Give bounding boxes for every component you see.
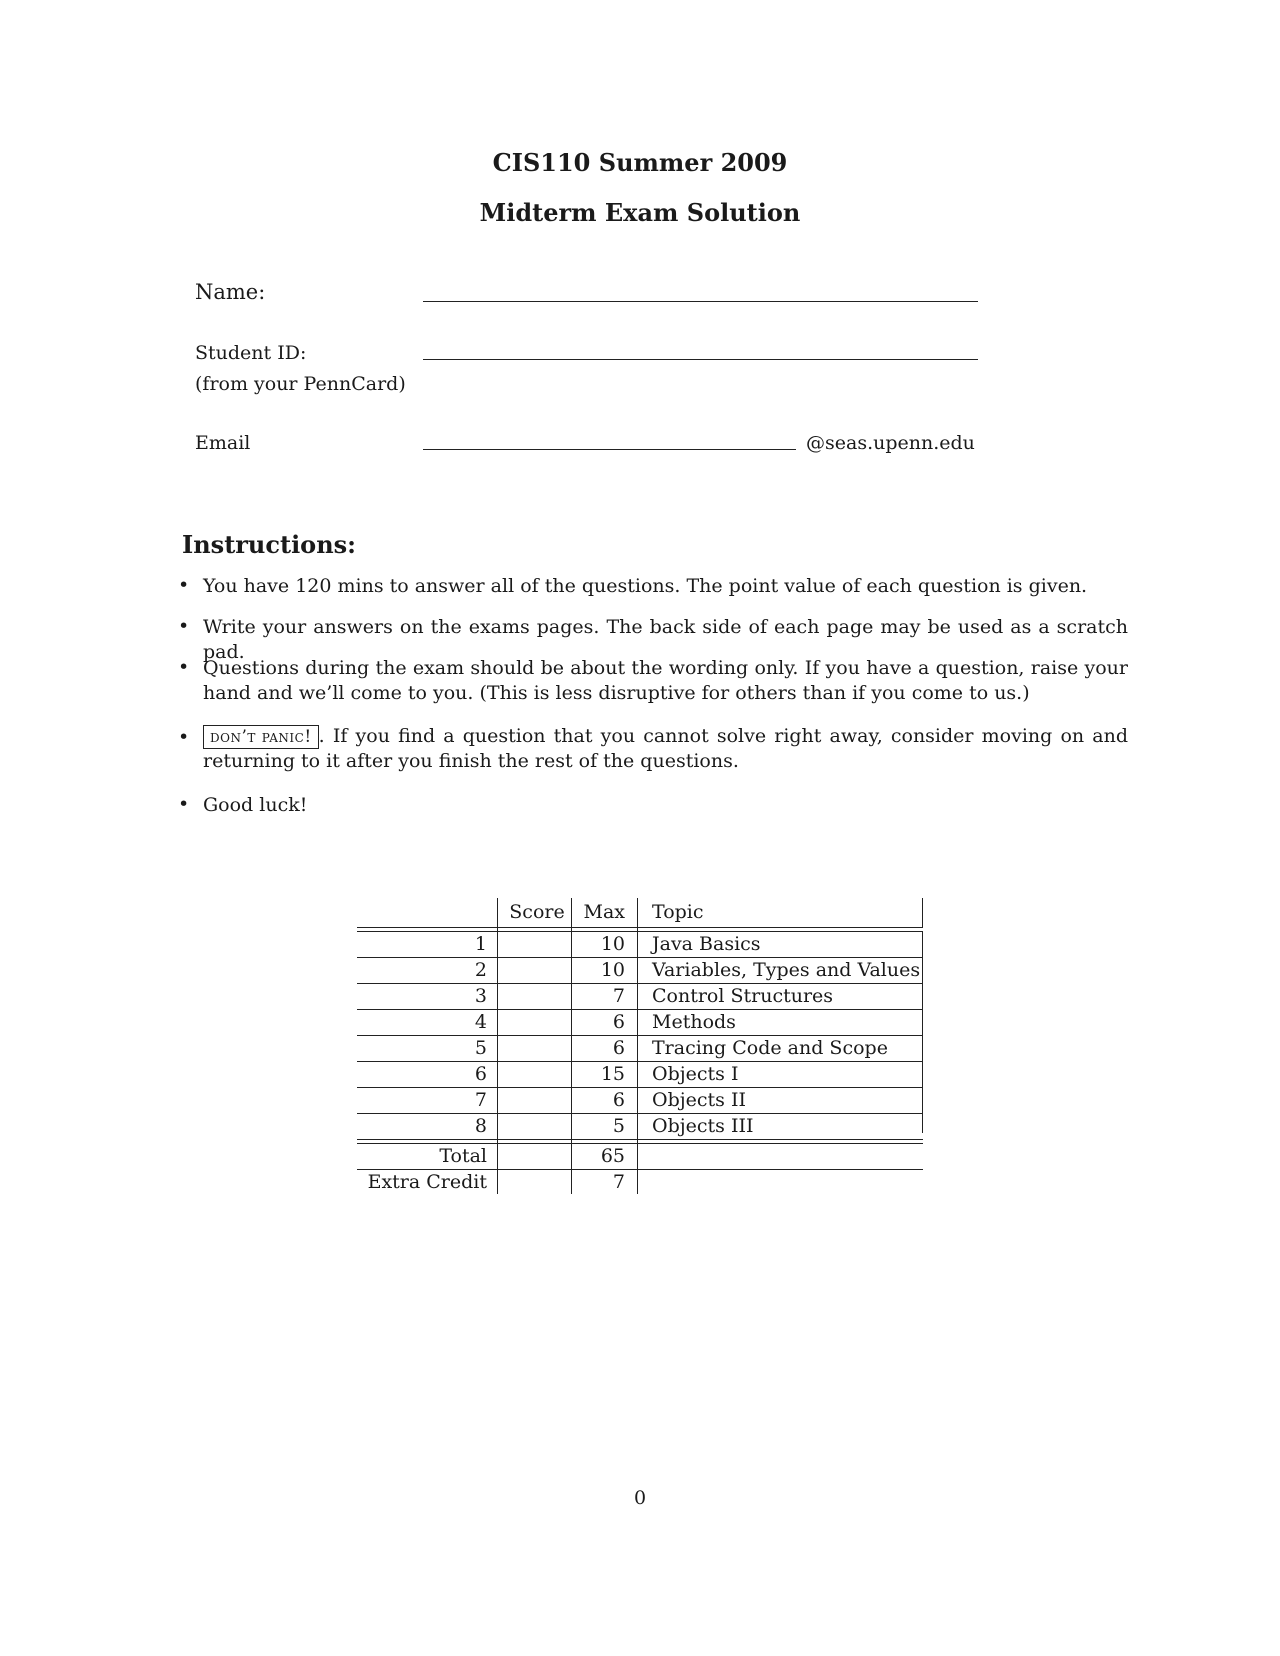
table-vline [922, 898, 923, 928]
row-topic: Tracing Code and Scope [652, 1037, 888, 1059]
row-max: 10 [600, 959, 625, 981]
instructions-heading: Instructions: [182, 530, 357, 559]
row-question-number: 3 [474, 985, 487, 1007]
exam-title: Midterm Exam Solution [479, 198, 801, 227]
bullet-icon: • [178, 574, 190, 596]
name-label: Name: [195, 280, 266, 304]
page-number: 0 [633, 1487, 647, 1509]
row-topic: Control Structures [652, 985, 834, 1007]
table-vline [922, 931, 923, 1133]
score-table [357, 898, 923, 1194]
student-id-note: (from your PennCard) [195, 373, 406, 395]
instruction-item: Write your answers on the exams pages. The back side of each page may be used as a scratch pad. [203, 616, 1128, 663]
table-hline [357, 1139, 923, 1140]
instruction-item: You have 120 mins to answer all of the questions. The point value of each question is given. [203, 575, 1088, 597]
bullet-icon: • [178, 726, 190, 748]
table-vline [571, 898, 572, 1194]
row-topic: Objects II [652, 1089, 746, 1111]
student-id-field[interactable] [423, 359, 978, 360]
instruction-item: Good luck! [203, 794, 308, 816]
table-vline [637, 898, 638, 1194]
header-topic: Topic [652, 901, 704, 923]
total-max: 65 [600, 1145, 625, 1167]
header-max: Max [583, 901, 625, 923]
name-field[interactable] [423, 301, 978, 302]
exam-course-title: CIS110 Summer 2009 [492, 148, 788, 177]
row-question-number: 2 [474, 959, 487, 981]
instruction-item: Questions during the exam should be about the wording only. If you have a question, raise your hand and we’ll come to you. (This is less disruptive for others than if you come to us.) [203, 657, 1128, 704]
instruction-item-panic: don’t panic! . If you find a question that you cannot solve right away, consider moving on and returning to it after you finish the rest of the questions. [203, 725, 1128, 772]
row-topic: Java Basics [652, 933, 761, 955]
header-score: Score [509, 901, 565, 923]
email-label: Email [195, 432, 251, 454]
email-domain-suffix: @seas.upenn.edu [806, 432, 975, 454]
dont-panic-box: don’t panic! [203, 725, 319, 749]
row-question-number: 7 [474, 1089, 487, 1111]
bullet-icon: • [178, 615, 190, 637]
bullet-icon: • [178, 793, 190, 815]
row-question-number: 6 [474, 1063, 487, 1085]
total-label: Total [439, 1145, 487, 1167]
row-question-number: 5 [474, 1037, 487, 1059]
row-question-number: 4 [474, 1011, 487, 1033]
student-id-label: Student ID: [195, 342, 307, 364]
bullet-icon: • [178, 656, 190, 678]
extra-credit-max: 7 [612, 1171, 625, 1193]
table-vline [497, 898, 498, 1194]
extra-credit-label: Extra Credit [367, 1171, 487, 1193]
email-field[interactable] [423, 449, 796, 450]
row-max: 6 [612, 1089, 625, 1111]
row-max: 5 [612, 1115, 625, 1137]
row-topic: Objects I [652, 1063, 739, 1085]
table-hline [357, 927, 923, 928]
row-topic: Variables, Types and Values [652, 959, 921, 981]
row-max: 7 [612, 985, 625, 1007]
row-question-number: 8 [474, 1115, 487, 1137]
row-topic: Objects III [652, 1115, 754, 1137]
instruction-item-text: If you find a question that you cannot solve right away, consider moving on and returning to it after you finish the rest of the questions. [203, 725, 1128, 772]
row-max: 10 [600, 933, 625, 955]
row-max: 6 [612, 1011, 625, 1033]
row-max: 6 [612, 1037, 625, 1059]
row-topic: Methods [652, 1011, 736, 1033]
row-question-number: 1 [474, 933, 487, 955]
row-max: 15 [600, 1063, 625, 1085]
